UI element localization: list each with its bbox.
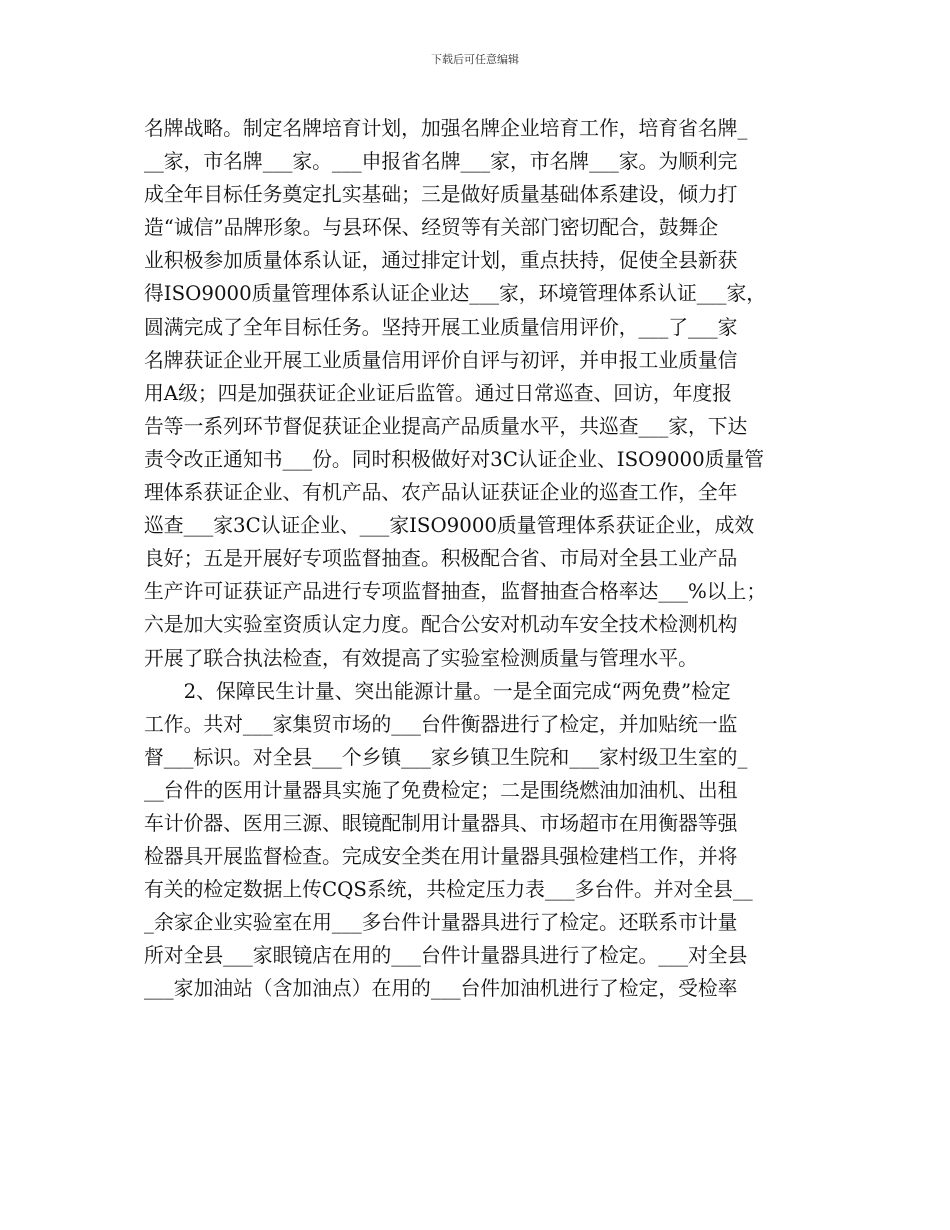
text-line: 用A级；四是加强获证企业证后监管。通过日常巡查、回访，年度报 xyxy=(144,381,732,405)
text-line: 2、保障民生计量、突出能源计量。一是全面完成“两免费”检定 xyxy=(144,679,731,703)
text-line: 成全年目标任务奠定扎实基础；三是做好质量基础体系建设，倾力打 xyxy=(144,183,738,207)
text-line: 得ISO9000质量管理体系认证企业达___家，环境管理体系认证___家， xyxy=(144,282,767,306)
text-line: 责令改正通知书___份。同时积极做好对3C认证企业、ISO9000质量管 xyxy=(144,447,765,471)
text-line: _余家企业实验室在用___多台件计量器具进行了检定。还联系市计量 xyxy=(144,911,738,935)
text-line: 六是加大实验室资质认定力度。配合公安对机动车安全技术检测机构 xyxy=(144,613,738,637)
text-line: 业积极参加质量体系认证，通过排定计划，重点扶持，促使全县新获 xyxy=(144,249,738,273)
text-line: ___家加油站（含加油点）在用的___台件加油机进行了检定，受检率 xyxy=(144,977,738,1001)
text-line: 名牌获证企业开展工业质量信用评价自评与初评，并申报工业质量信 xyxy=(144,348,738,372)
text-line: 良好；五是开展好专项监督抽查。积极配合省、市局对全县工业产品 xyxy=(144,547,738,571)
text-line: 巡查___家3C认证企业、___家ISO9000质量管理体系获证企业，成效 xyxy=(144,514,755,538)
text-line: 理体系获证企业、有机产品、农产品认证获证企业的巡查工作，全年 xyxy=(144,481,738,505)
text-line: 所对全县___家眼镜店在用的___台件计量器具进行了检定。___对全县 xyxy=(144,944,748,968)
text-line: 生产许可证获证产品进行专项监督抽查，监督抽查合格率达___%以上； xyxy=(144,580,767,604)
text-line: 有关的检定数据上传CQS系统，共检定压力表___多台件。并对全县__ xyxy=(144,878,753,902)
document-body xyxy=(144,112,814,1006)
text-line: 造“诚信”品牌形象。与县环保、经贸等有关部门密切配合，鼓舞企 xyxy=(144,216,719,240)
text-line: 告等一系列环节督促获证企业提高产品质量水平，共巡查___家，下达 xyxy=(144,414,748,438)
text-line: 车计价器、医用三源、眼镜配制用计量器具、市场超市在用衡器等强 xyxy=(144,811,738,835)
text-line: 督___标识。对全县___个乡镇___家乡镇卫生院和___家村级卫生室的_ xyxy=(144,745,748,769)
text-line: 开展了联合执法检查，有效提高了实验室检测质量与管理水平。 xyxy=(144,646,698,670)
page-header: 下载后可任意编辑 xyxy=(431,53,519,66)
text-line: __家，市名牌___家。___申报省名牌___家，市名牌___家。为顺利完 xyxy=(144,150,738,174)
text-line: __台件的医用计量器具实施了免费检定；二是围绕燃油加油机、出租 xyxy=(144,778,738,802)
text-line: 检器具开展监督检查。完成安全类在用计量器具强检建档工作，并将 xyxy=(144,845,738,869)
text-line: 名牌战略。制定名牌培育计划，加强名牌企业培育工作，培育省名牌_ xyxy=(144,117,748,140)
text-line: 工作。共对___家集贸市场的___台件衡器进行了检定，并加贴统一监 xyxy=(144,712,738,736)
text-line: 圆满完成了全年目标任务。坚持开展工业质量信用评价，___了___家 xyxy=(144,315,738,339)
